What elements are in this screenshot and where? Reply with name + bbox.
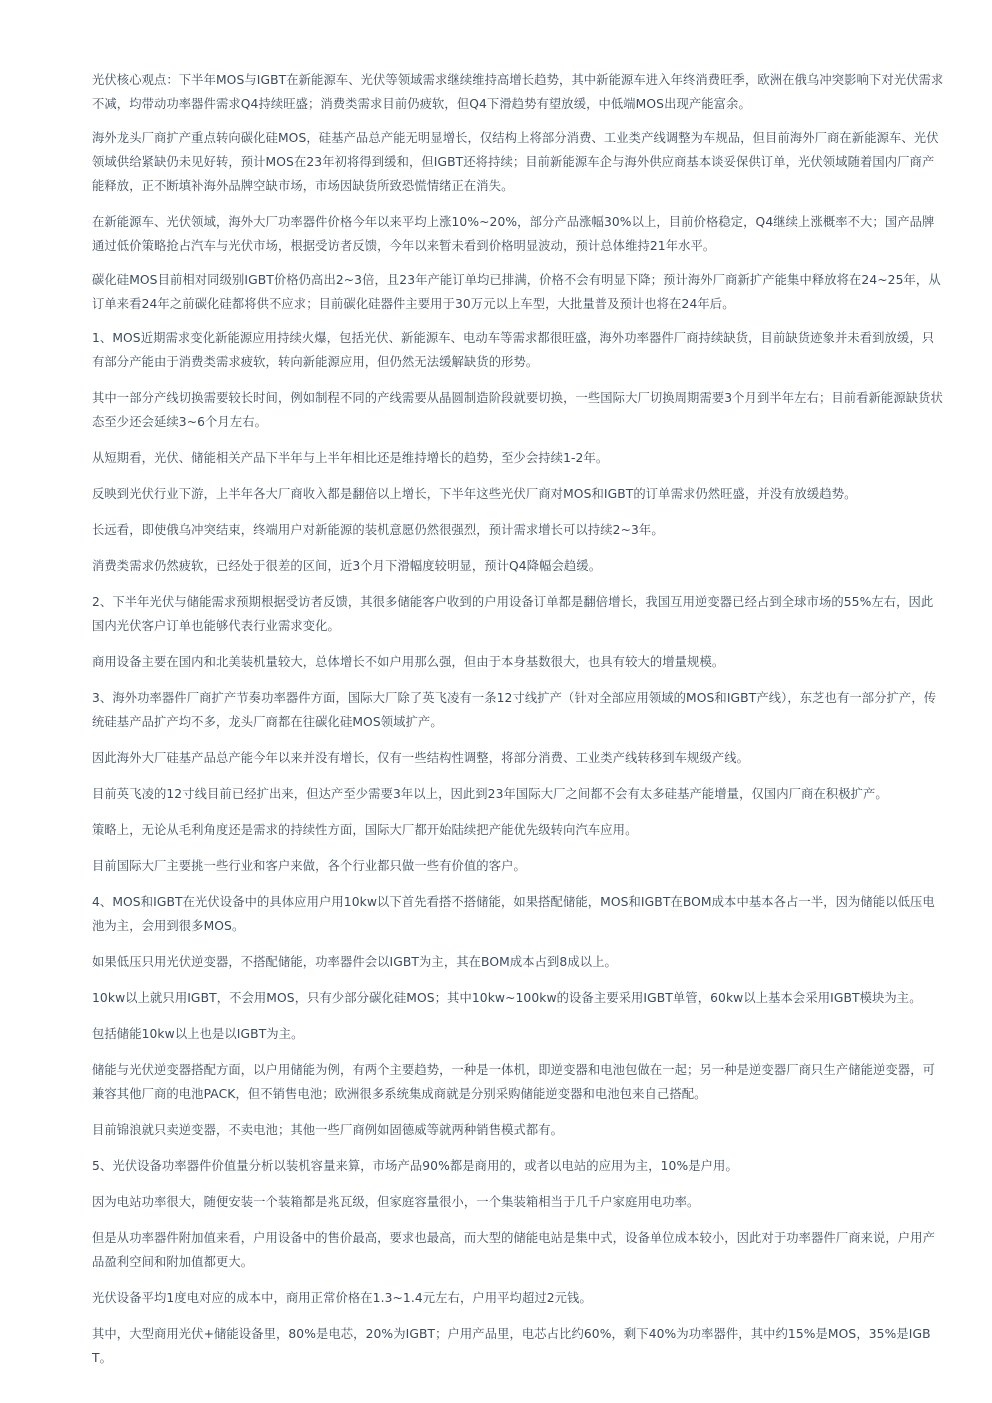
paragraph-core-view: 光伏核心观点：下半年MOS与IGBT在新能源车、光伏等领域需求继续维持高增长趋势，其中新能源车进入年终消费旺季，欧洲在俄乌冲突影响下对光伏需求不减，均带动功率器件需求Q4持续旺盛；消费类需求目前仍疲软，但Q4下滑趋势有望放缓，中低端MOS出现产能富余。 [92, 73, 944, 111]
paragraph-cost-per-kwh: 光伏设备平均1度电对应的成本中，商用正常价格在1.3~1.4元左右，户用平均超过2元钱。 [92, 1291, 592, 1305]
paragraph-commercial: 商用设备主要在国内和北美装机量较大，总体增长不如户用那么强，但由于本身基数很大，也具有较大的增量规模。 [92, 655, 725, 669]
paragraph-storage-inverter: 储能与光伏逆变器搭配方面，以户用储能为例，有两个主要趋势，一种是一体机，即逆变器和电池包做在一起；另一种是逆变器厂商只生产储能逆变器，可兼容其他厂商的电池PACK，但不销售电池；欧洲很多系统集成商就是分别采购储能逆变器和电池包来自己搭配。 [92, 1063, 935, 1101]
paragraph-price-trend: 在新能源车、光伏领域，海外大厂功率器件价格今年以来平均上涨10%~20%，部分产品涨幅30%以上，目前价格稳定，Q4继续上涨概率不大；国产品牌通过低价策略抢占汽车与光伏市场，根据受访者反馈，今年以来暂未看到价格明显波动，预计总体维持21年水平。 [92, 215, 935, 253]
paragraph-short-term: 从短期看，光伏、储能相关产品下半年与上半年相比还是维持增长的趋势，至少会持续1-2年。 [92, 451, 609, 465]
paragraph-long-term: 长远看，即使俄乌冲突结束，终端用户对新能源的装机意愿仍然很强烈，预计需求增长可以持续2~3年。 [92, 523, 664, 537]
paragraph-section-1: 1、MOS近期需求变化新能源应用持续火爆，包括光伏、新能源车、电动车等需求都很旺盛，海外功率器件厂商持续缺货，目前缺货迹象并未看到放缓，只有部分产能由于消费类需求疲软，转向新能源应用，但仍然无法缓解缺货的形势。 [92, 331, 935, 369]
paragraph-section-2: 2、下半年光伏与储能需求预期根据受访者反馈，其很多储能客户收到的户用设备订单都是翻倍增长，我国互用逆变器已经占到全球市场的55%左右，因此国内光伏客户订单也能够代表行业需求变化。 [92, 595, 934, 633]
paragraph-infineon: 目前英飞凌的12寸线目前已经扩出来，但达产至少需要3年以上，因此到23年国际大厂之间都不会有太多硅基产能增量，仅国内厂商在积极扩产。 [92, 787, 888, 801]
paragraph-strategy: 策略上，无论从毛利角度还是需求的持续性方面，国际大厂都开始陆续把产能优先级转向汽车应用。 [92, 823, 638, 837]
paragraph-downstream: 反映到光伏行业下游，上半年各大厂商收入都是翻倍以上增长，下半年这些光伏厂商对MOS和IGBT的订单需求仍然旺盛，并没有放缓趋势。 [92, 487, 857, 501]
document-body [92, 68, 944, 1380]
paragraph-cost-breakdown: 其中，大型商用光伏+储能设备里，80%是电芯，20%为IGBT；户用产品里，电芯占比约60%，剩下40%为功率器件，其中约15%是MOS，35%是IGBT。 [92, 1327, 931, 1365]
paragraph-low-voltage: 如果低压只用光伏逆变器，不搭配储能，功率器件会以IGBT为主，其在BOM成本占到8成以上。 [92, 955, 617, 969]
paragraph-section-4: 4、MOS和IGBT在光伏设备中的具体应用户用10kw以下首先看搭不搭储能，如果搭配储能，MOS和IGBT在BOM成本中基本各占一半，因为储能以低压电池为主，会用到很多MOS。 [92, 895, 935, 933]
paragraph-customers: 目前国际大厂主要挑一些行业和客户来做，各个行业都只做一些有价值的客户。 [92, 859, 526, 873]
paragraph-section-3: 3、海外功率器件厂商扩产节奏功率器件方面，国际大厂除了英飞凌有一条12寸线扩产（针对全部应用领域的MOS和IGBT产线），东芝也有一部分扩产，传统硅基产品扩产均不多，龙头厂商都在往碳化硅MOS领域扩产。 [92, 691, 937, 729]
paragraph-section-5: 5、光伏设备功率器件价值量分析以装机容量来算，市场产品90%都是商用的，或者以电站的应用为主，10%是户用。 [92, 1159, 738, 1173]
paragraph-value-added: 但是从功率器件附加值来看，户用设备中的售价最高，要求也最高，而大型的储能电站是集中式，设备单位成本较小，因此对于功率器件厂商来说，户用产品盈利空间和附加值都更大。 [92, 1231, 935, 1269]
paragraph-above-10kw: 10kw以上就只用IGBT，不会用MOS，只有少部分碳化硅MOS；其中10kw~100kw的设备主要采用IGBT单管，60kw以上基本会采用IGBT模块为主。 [92, 991, 922, 1005]
paragraph-silicon-capacity: 因此海外大厂硅基产品总产能今年以来并没有增长，仅有一些结构性调整，将部分消费、工业类产线转移到车规级产线。 [92, 751, 750, 765]
paragraph-consumer: 消费类需求仍然疲软，已经处于很差的区间，近3个月下滑幅度较明显，预计Q4降幅会趋缓。 [92, 559, 602, 573]
paragraph-sic-mos: 碳化硅MOS目前相对同级别IGBT价格仍高出2~3倍，且23年产能订单均已排满，价格不会有明显下降；预计海外厂商新扩产能集中释放将在24~25年，从订单来看24年之前碳化硅都将供不应求；目前碳化硅器件主要用于30万元以上车型，大批量普及预计也将在24年后。 [92, 273, 941, 311]
paragraph-jinlang: 目前锦浪就只卖逆变器，不卖电池；其他一些厂商例如固德威等就两种销售模式都有。 [92, 1123, 564, 1137]
paragraph-line-switch: 其中一部分产线切换需要较长时间，例如制程不同的产线需要从晶圆制造阶段就要切换，一些国际大厂切换周期需要3个月到半年左右；目前看新能源缺货状态至少还会延续3~6个月左右。 [92, 391, 943, 429]
paragraph-storage-10kw: 包括储能10kw以上也是以IGBT为主。 [92, 1027, 304, 1041]
paragraph-overseas-expansion: 海外龙头厂商扩产重点转向碳化硅MOS，硅基产品总产能无明显增长，仅结构上将部分消费、工业类产线调整为车规品，但目前海外厂商在新能源车、光伏领域供给紧缺仍未见好转，预计MOS在23年初将得到缓和，但IGBT还将持续；目前新能源车企与海外供应商基本谈妥保供订单，光伏领域随着国内厂商产能释放，正不断填补海外品牌空缺市场，市场因缺货所致恐慌情绪正在消失。 [92, 131, 939, 193]
paragraph-station-power: 因为电站功率很大，随便安装一个装箱都是兆瓦级，但家庭容量很小，一个集装箱相当于几千户家庭用电功率。 [92, 1195, 700, 1209]
